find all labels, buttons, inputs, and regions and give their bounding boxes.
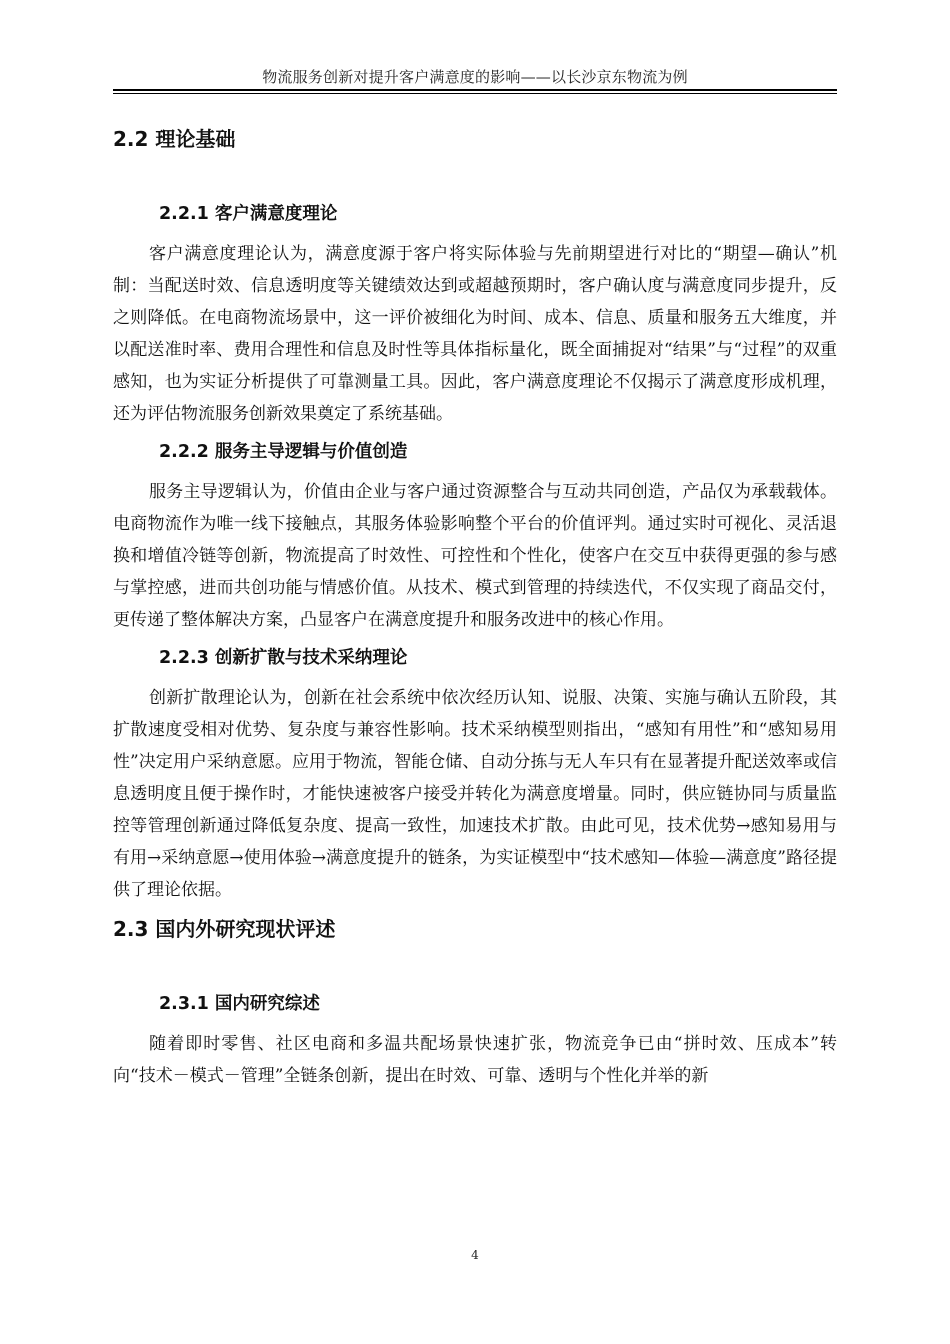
- subsection-heading-2-2-1: 2.2.1 客户满意度理论: [159, 204, 338, 224]
- running-header: 物流服务创新对提升客户满意度的影响——以长沙京东物流为例: [262, 68, 688, 86]
- subsection-heading-2-3-1: 2.3.1 国内研究综述: [159, 994, 320, 1014]
- paragraph-2-3-1: 随着即时零售、社区电商和多温共配场景快速扩张，物流竞争已由“拼时效、压成本”转向“技术－模式－管理”全链条创新，提出在时效、可靠、透明与个性化并举的新: [113, 1034, 837, 1086]
- page-number: 4: [471, 1248, 479, 1262]
- paragraph-2-2-3: 创新扩散理论认为，创新在社会系统中依次经历认知、说服、决策、实施与确认五阶段，其扩散速度受相对优势、复杂度与兼容性影响。技术采纳模型则指出，“感知有用性”和“感知易用性”决定用户采纳意愿。应用于物流，智能仓储、自动分拣与无人车只有在显著提升配送效率或信息透明度且便于操作时，才能快速被客户接受并转化为满意度增量。同时，供应链协同与质量监控等管理创新通过降低复杂度、提高一致性，加速技术扩散。由此可见，技术优势→感知易用与有用→采纳意愿→使用体验→满意度提升的链条，为实证模型中“技术感知—体验—满意度”路径提供了理论依据。: [113, 688, 837, 900]
- subsection-heading-2-2-2: 2.2.2 服务主导逻辑与价值创造: [159, 442, 408, 462]
- subsection-heading-2-2-3: 2.2.3 创新扩散与技术采纳理论: [159, 648, 408, 668]
- header-rule-thick: [113, 89, 837, 91]
- paragraph-2-2-1: 客户满意度理论认为，满意度源于客户将实际体验与先前期望进行对比的“期望—确认”机制：当配送时效、信息透明度等关键绩效达到或超越预期时，客户确认度与满意度同步提升，反之则降低。在电商物流场景中，这一评价被细化为时间、成本、信息、质量和服务五大维度，并以配送准时率、费用合理性和信息及时性等具体指标量化，既全面捕捉对“结果”与“过程”的双重感知，也为实证分析提供了可靠测量工具。因此，客户满意度理论不仅揭示了满意度形成机理，还为评估物流服务创新效果奠定了系统基础。: [113, 244, 837, 424]
- section-heading-2-3: 2.3 国内外研究现状评述: [113, 917, 336, 941]
- header-rule-thin: [113, 93, 837, 94]
- page-content: [113, 116, 837, 1100]
- paragraph-2-2-2: 服务主导逻辑认为，价值由企业与客户通过资源整合与互动共同创造，产品仅为承载载体。电商物流作为唯一线下接触点，其服务体验影响整个平台的价值评判。通过实时可视化、灵活退换和增值冷链等创新，物流提高了时效性、可控性和个性化，使客户在交互中获得更强的参与感与掌控感，进而共创功能与情感价值。从技术、模式到管理的持续迭代，不仅实现了商品交付，更传递了整体解决方案，凸显客户在满意度提升和服务改进中的核心作用。: [113, 482, 837, 630]
- section-heading-2-2: 2.2 理论基础: [113, 127, 236, 151]
